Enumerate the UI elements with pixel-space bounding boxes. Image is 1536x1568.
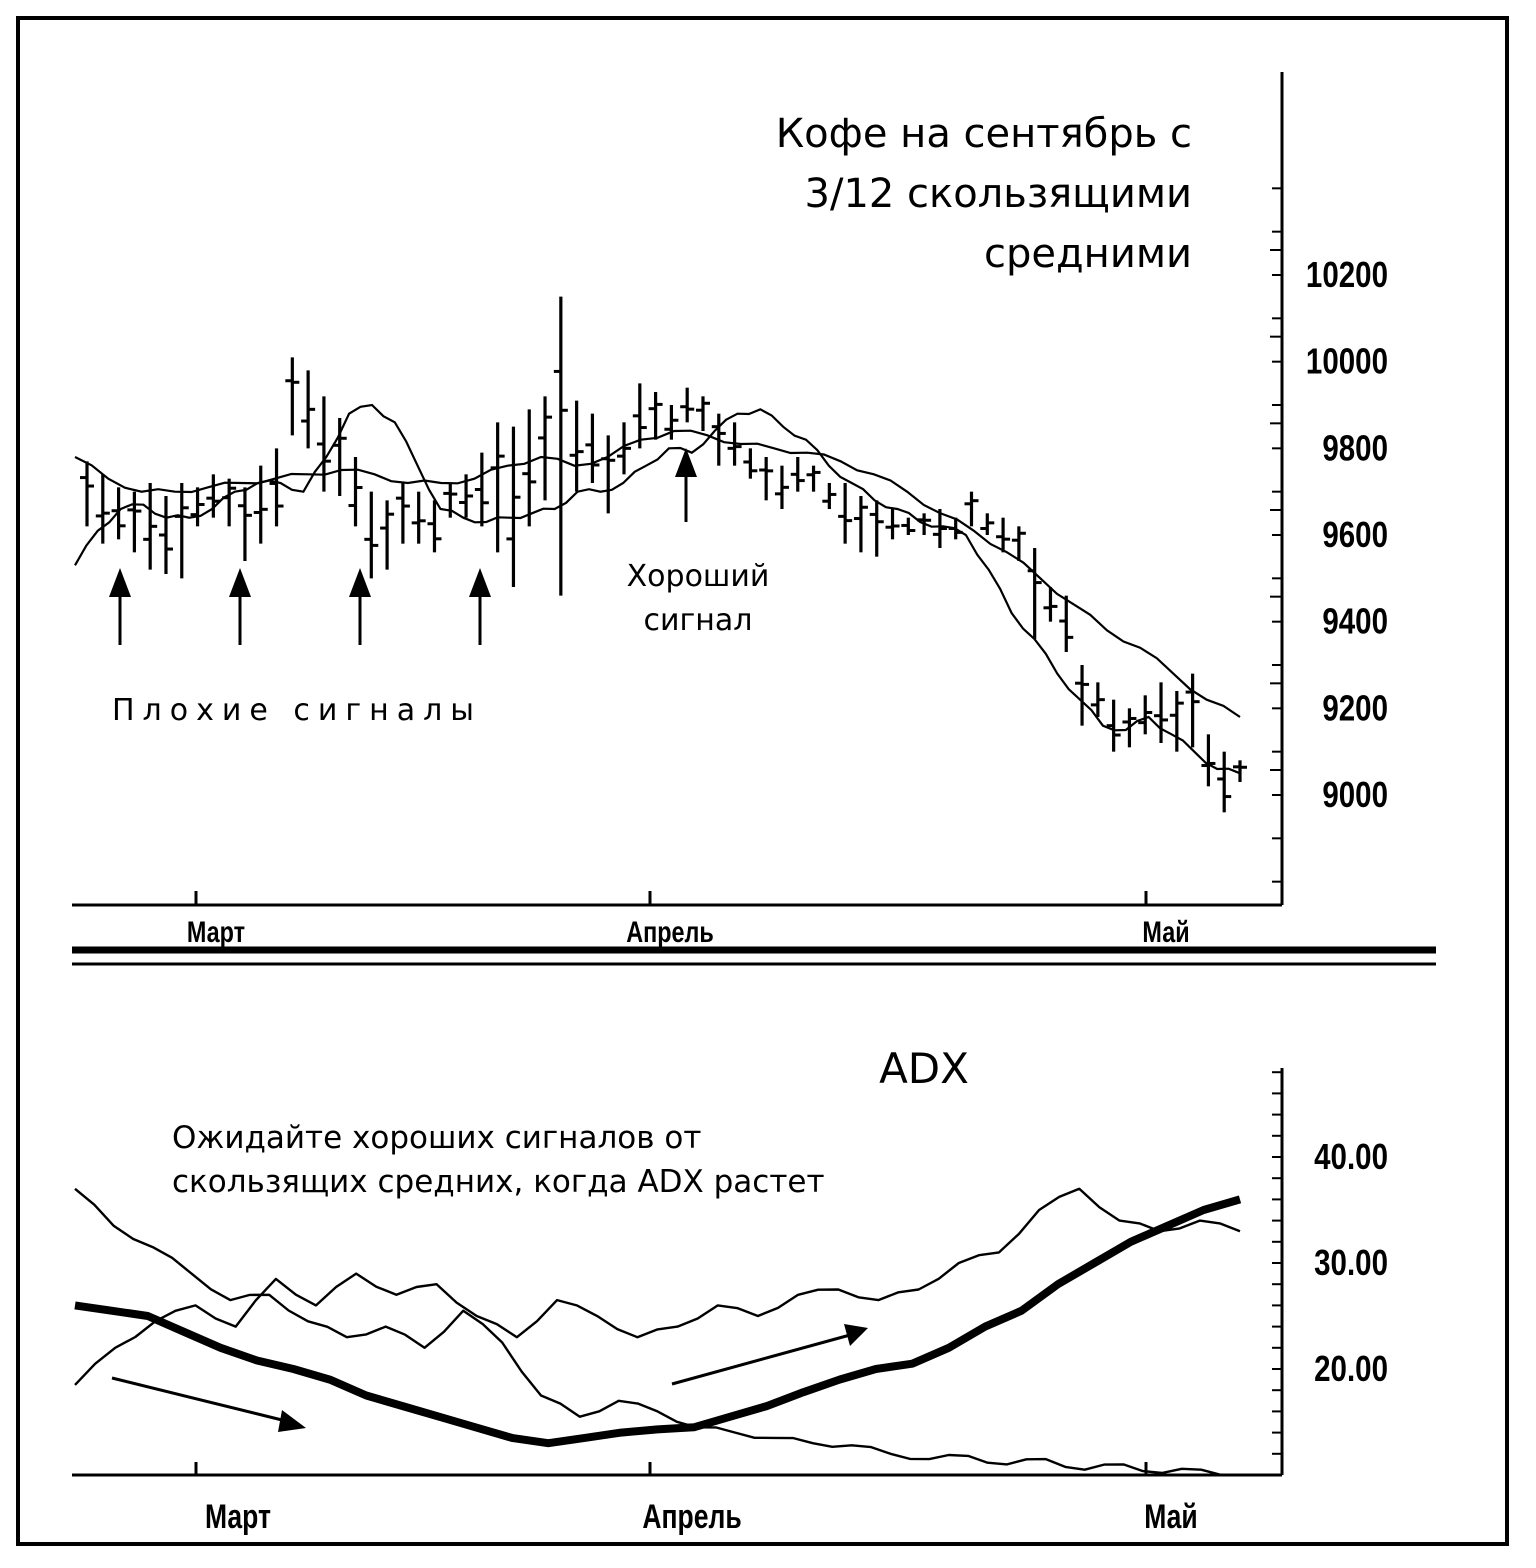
down-trend-arrowhead (278, 1410, 306, 1432)
adx-y-tick-label: 20.00 (1314, 1348, 1388, 1389)
up-trend-arrow (672, 1335, 850, 1384)
adx-panel (72, 1044, 1388, 1536)
price-bars (80, 297, 1247, 813)
adx-lines (75, 1189, 1240, 1475)
adx-note-line-1: Ожидайте хороших сигналов от (172, 1120, 702, 1156)
price-y-tick-label: 9400 (1322, 600, 1388, 642)
adx-title: ADX (879, 1044, 969, 1093)
price-y-tick-label: 9200 (1322, 687, 1388, 728)
good-signal-label-2: сигнал (643, 603, 753, 638)
good-signal-label-1: Хороший (626, 559, 770, 594)
adx-note-line-2: скользящих средних, когда ADX растет (172, 1164, 825, 1200)
price-y-tick-label: 9800 (1322, 427, 1388, 468)
price-y-tick-label: 9000 (1322, 774, 1388, 815)
bad-signal-arrowhead-3 (349, 568, 371, 597)
adx-x-ticks (196, 1462, 1198, 1536)
price-title-line-1: Кофе на сентябрь с (775, 111, 1192, 157)
price-title-line-2: 3/12 скользящими (804, 171, 1192, 217)
adx-x-tick-label: Май (1144, 1497, 1198, 1536)
adx-y-tick-label: 40.00 (1314, 1136, 1388, 1177)
adx-x-tick-label: Апрель (642, 1497, 742, 1536)
price-x-tick-label: Апрель (626, 915, 714, 949)
bad-signal-arrowhead-2 (229, 568, 251, 597)
down-trend-arrow (112, 1378, 290, 1422)
trend-arrows (112, 1324, 868, 1432)
bad-signals-label: Плохие сигналы (112, 693, 482, 728)
price-y-tick-label: 10200 (1305, 254, 1388, 295)
bad-signal-arrowhead-1 (109, 568, 131, 597)
price-panel (72, 72, 1388, 949)
price-y-tick-label: 10000 (1305, 340, 1388, 382)
price-y-ticks (1270, 188, 1388, 881)
adx-x-tick-label: Март (205, 1497, 271, 1536)
bad-signal-arrowhead-4 (469, 568, 491, 597)
price-y-tick-label: 9600 (1322, 514, 1388, 555)
adx-line (75, 1199, 1240, 1443)
price-x-ticks (187, 891, 1190, 949)
price-x-tick-label: Март (186, 915, 246, 949)
adx-y-ticks (1272, 1072, 1388, 1475)
adx-y-tick-label: 30.00 (1314, 1242, 1388, 1283)
price-title-line-3: средними (984, 231, 1192, 277)
up-trend-arrowhead (844, 1324, 868, 1346)
price-x-tick-label: Май (1142, 915, 1190, 949)
